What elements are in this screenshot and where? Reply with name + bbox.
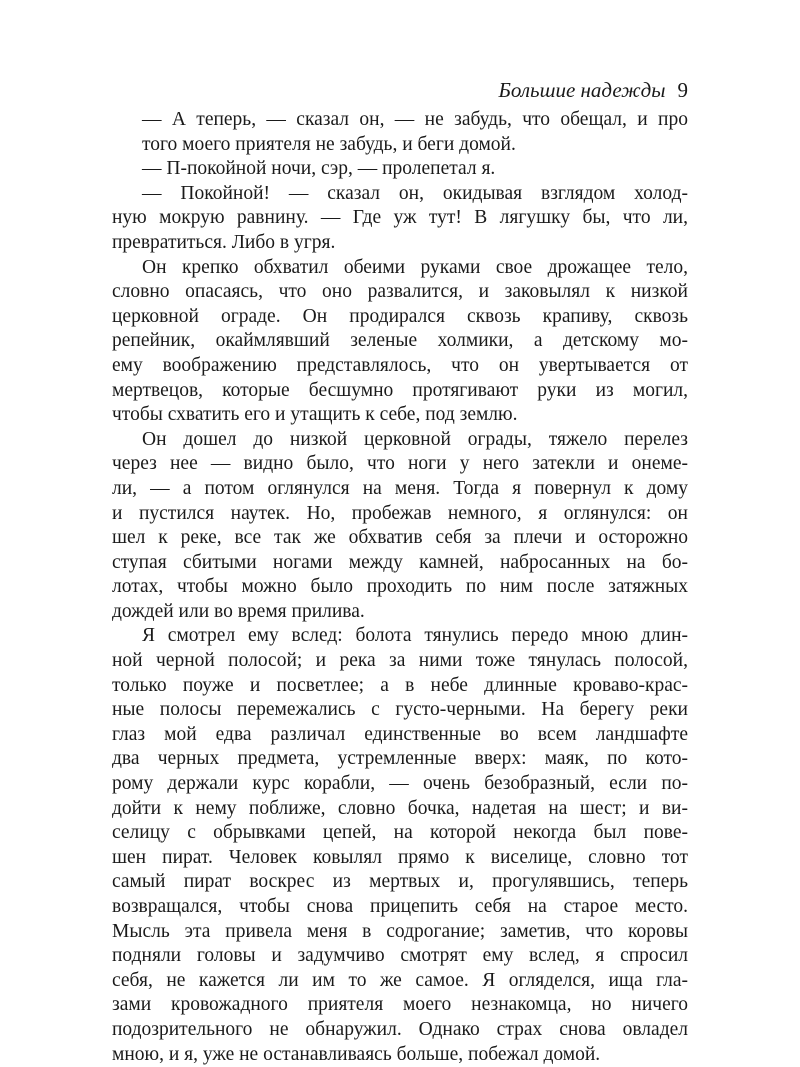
text-line: дойти к нему поближе, словно бочка, надетая на шест; и ви- [112, 797, 688, 819]
text-line: Он дошел до низкой церковной ограды, тяжело перелез [142, 428, 688, 450]
text-line: возвращался, чтобы снова прицепить себя на старое место. [112, 896, 688, 917]
text-line: подозрительного не обнаружил. Однако страх снова овладел [112, 1018, 688, 1040]
text-line: Мысль эта привела меня в содрогание; заметив, что коровы [112, 920, 688, 942]
text-line: два черных предмета, устремленные вверх: маяк, по кото- [112, 748, 688, 770]
text-line: мною, и я, уже не останавливаясь больше, побежал домой. [112, 1043, 601, 1065]
text-line: через нее — видно было, что ноги у него затекли и онеме- [112, 453, 688, 475]
text-line: ли, — а потом оглянулся на меня. Тогда я повернул к дому [112, 477, 688, 499]
running-header [499, 78, 688, 103]
text-line: ему воображению представлялось, что он увертывается от [112, 354, 688, 376]
text-line: — А теперь, — сказал он, — не забудь, что обещал, и про [142, 109, 688, 130]
text-line: того моего приятеля не забудь, и беги домой. [142, 133, 516, 155]
text-line: — П-покойной ночи, сэр, — пролепетал я. [142, 158, 496, 180]
text-line: глаз мой едва различал единственные во всем ландшафте [112, 723, 688, 745]
text-line: ной черной полосой; и река за ними тоже тянулась полосой, [112, 650, 688, 672]
text-line: рому держали курс корабли, — очень безобразный, если по- [112, 773, 688, 795]
text-line: подняли головы и задумчиво смотрят ему вслед, я спросил [112, 945, 688, 967]
text-line: ные полосы перемежались с густо-черными. На берегу реки [112, 699, 688, 721]
text-line: зами кровожадного приятеля моего незнакомца, но ничего [112, 994, 688, 1016]
text-line: и пустился наутек. Но, пробежав немного, я оглянулся: он [112, 502, 688, 524]
text-line: селицу с обрывками цепей, на которой некогда был пове- [112, 822, 688, 844]
text-line: чтобы схватить его и утащить к себе, под землю. [112, 404, 518, 426]
text-line: ступая сбитыми ногами между камней, набросанных на бо- [112, 551, 688, 573]
page-number: 9 [677, 78, 688, 102]
text-line: — Покойной! — сказал он, окидывая взглядом холод- [142, 182, 688, 204]
running-header-title: Большие надежды [498, 78, 666, 102]
text-line: только поуже и посветлее; а в небе длинные кроваво-крас- [112, 674, 688, 696]
text-line: дождей или во время прилива. [112, 600, 365, 622]
text-line: словно опасаясь, что оно развалится, и заковылял к низкой [112, 281, 688, 303]
text-line: шел к реке, все так же обхватив себя за плечи и осторожно [112, 527, 688, 549]
text-line: репейник, окаймлявший зеленые холмики, а детскому мо- [112, 330, 688, 352]
text-line: лотах, чтобы можно было проходить по ним после затяжных [112, 576, 688, 598]
text-line: мертвецов, которые бесшумно протягивают руки из могил, [112, 379, 688, 401]
text-line: превратиться. Либо в угря. [112, 231, 336, 253]
text-line: самый пират воскрес из мертвых и, прогулявшись, теперь [112, 871, 688, 893]
text-line: Я смотрел ему вслед: болота тянулись передо мною длин- [142, 625, 688, 647]
text-line: Он крепко обхватил обеими руками свое дрожащее тело, [142, 256, 688, 278]
text-line: церковной ограде. Он продирался сквозь крапиву, сквозь [112, 305, 688, 327]
text-line: шен пират. Человек ковылял прямо к виселице, словно тот [112, 846, 688, 868]
text-line: себя, не кажется ли им то же самое. Я огляделся, ища гла- [112, 969, 688, 991]
text-line: ную мокрую равнину. — Где уж тут! В лягушку бы, что ли, [112, 207, 688, 229]
body-text [112, 108, 688, 1067]
